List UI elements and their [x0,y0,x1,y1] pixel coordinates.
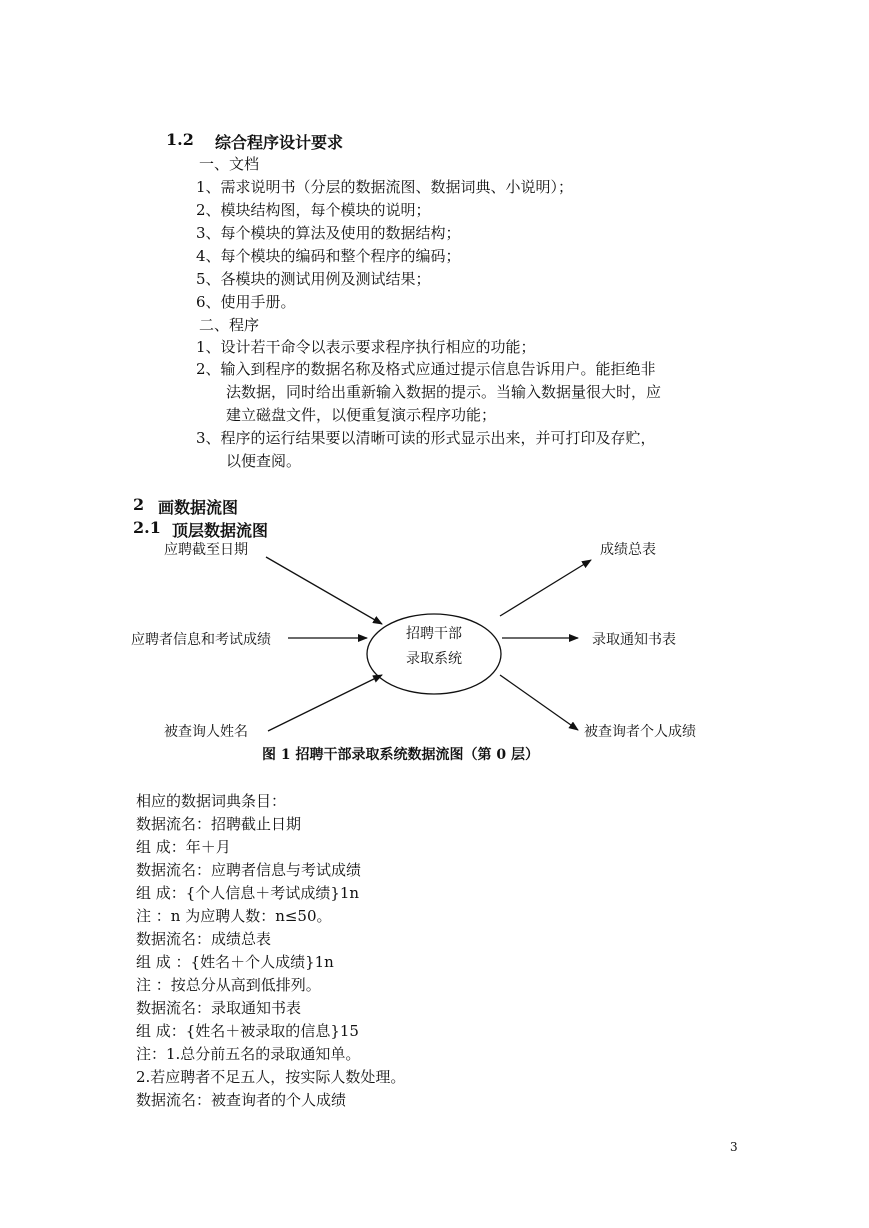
dictionary-intro: 相应的数据词典条目： [136,792,287,810]
dictionary-line: 数据流名：成绩总表 [136,930,272,948]
section-title-2-1: 顶层数据流图 [172,521,269,540]
prog-item-1: 1、设计若干命令以表示要求程序执行相应的功能； [196,338,536,356]
doc-item-3: 3、每个模块的算法及使用的数据结构； [196,224,461,242]
doc-item-5: 5、各模块的测试用例及测试结果； [196,270,431,288]
arrow-deadline [266,557,382,624]
dictionary-line: 组 成：{个人信息＋考试成绩}1n [136,884,360,902]
dictionary-line: 数据流名：应聘者信息与考试成绩 [136,861,362,879]
dictionary-line: 数据流名：录取通知书表 [136,999,302,1017]
process-label-line-2: 录取系统 [406,651,462,667]
process-label-line-1: 招聘干部 [406,626,462,642]
arrow-personal [500,675,578,730]
section-title-1-2: 综合程序设计要求 [215,133,344,152]
arrow-summary [500,560,591,616]
output-label-notice: 录取通知书表 [592,632,676,648]
page-number: 3 [730,1140,738,1154]
prog-item-3-line-1: 3、程序的运行结果要以清晰可读的形式显示出来，并可打印及存贮， [196,429,656,447]
arrow-query [268,675,382,731]
doc-item-6: 6、使用手册。 [196,293,296,311]
output-label-summary: 成绩总表 [600,542,656,558]
dictionary-line: 组 成 ：{姓名＋个人成绩}1n [136,953,334,971]
prog-item-2-line-2: 法数据，同时给出重新输入数据的提示。当输入数据量很大时，应 [226,383,662,401]
dictionary-line: 注：1.总分前五名的录取通知单。 [136,1045,361,1063]
doc-item-2: 2、模块结构图，每个模块的说明； [196,201,431,219]
dictionary-line: 数据流名：招聘截止日期 [136,815,302,833]
prog-item-3-line-2: 以便查阅。 [226,452,302,470]
dictionary-line: 注 ：按总分从高到低排列。 [136,976,321,994]
section-title-2: 画数据流图 [158,498,239,517]
section-number-2-1: 2.1 [133,518,161,537]
doc-heading: 一、文档 [199,155,260,173]
prog-item-2-line-1: 2、输入到程序的数据名称及格式应通过提示信息告诉用户。能拒绝非 [196,360,656,378]
prog-item-2-line-3: 建立磁盘文件，以便重复演示程序功能； [226,406,497,424]
doc-item-1: 1、需求说明书（分层的数据流图、数据词典、小说明）； [196,178,574,196]
dictionary-line: 2.若应聘者不足五人，按实际人数处理。 [136,1068,406,1086]
prog-heading: 二、程序 [199,316,260,334]
dictionary-line: 组 成：年＋月 [136,838,231,856]
output-label-personal: 被查询者个人成绩 [584,724,696,740]
dictionary-line: 注 ：n 为应聘人数：n≤50。 [136,907,332,925]
doc-item-4: 4、每个模块的编码和整个程序的编码； [196,247,461,265]
input-label-applicant: 应聘者信息和考试成绩 [131,632,271,648]
figure-caption: 图 1 招聘干部录取系统数据流图（第 0 层） [262,747,539,763]
section-number-1-2: 1.2 [166,130,194,149]
dictionary-line: 组 成：{姓名＋被录取的信息}15 [136,1022,359,1040]
input-label-query: 被查询人姓名 [164,724,248,740]
dictionary-line: 数据流名：被查询者的个人成绩 [136,1091,347,1109]
input-label-deadline: 应聘截至日期 [164,542,248,558]
section-number-2: 2 [133,495,145,514]
